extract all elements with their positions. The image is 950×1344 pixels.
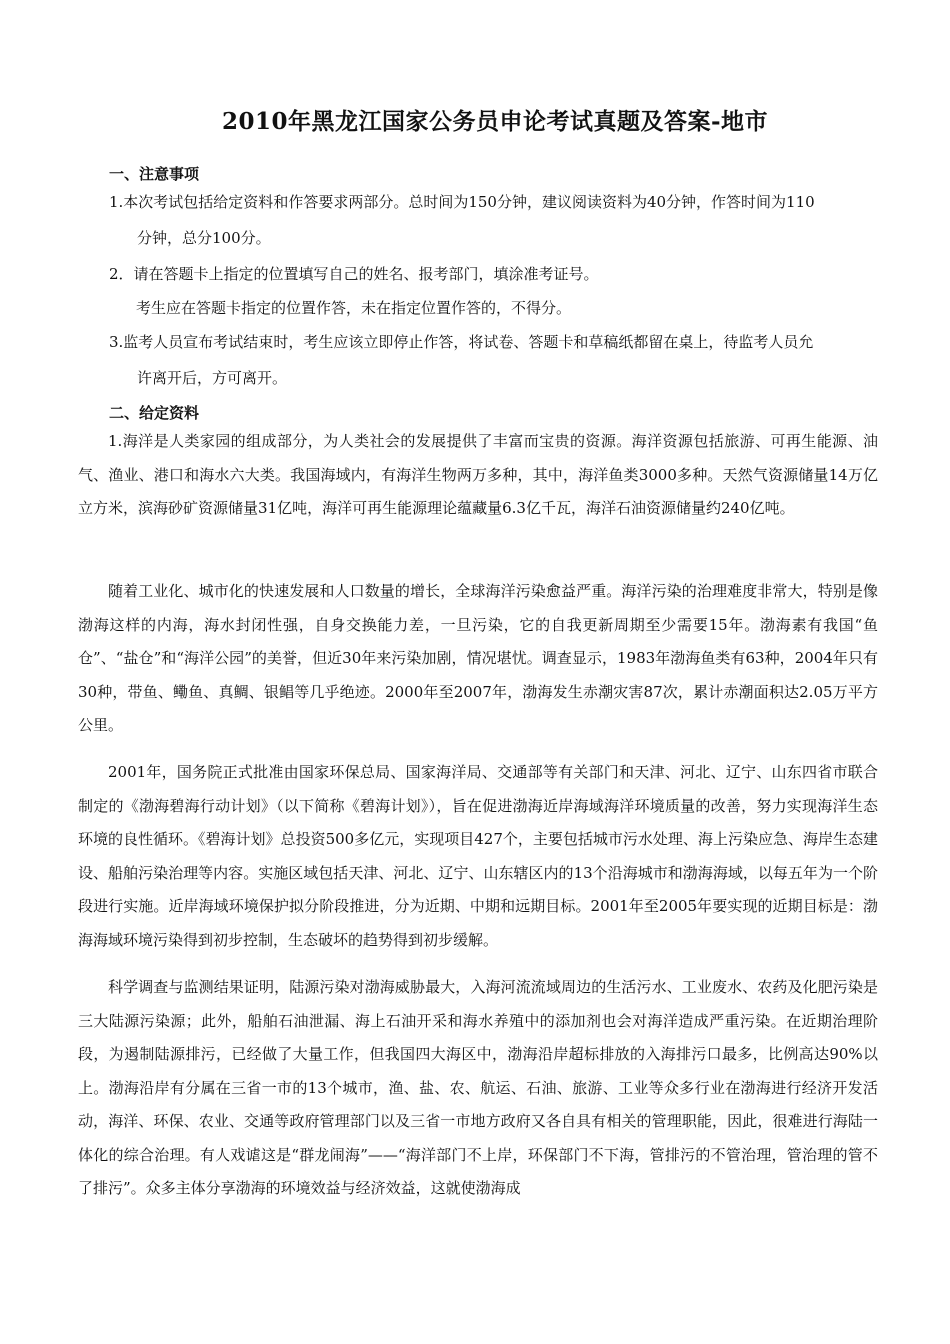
- note-item-3: [109, 324, 884, 396]
- note-item-2-continuation: 考生应在答题卡指定的位置作答，未在指定位置作答的，不得分。: [136, 299, 572, 317]
- material-paragraph: 1.海洋是人类家园的组成部分，为人类社会的发展提供了丰富而宝贵的资源。海洋资源包括旅游、可再生能源、油气、渔业、港口和海水六大类。我国海域内，有海洋生物两万多种，其中，海洋鱼类3000多种。天然气资源储量14万亿立方米，滨海砂矿资源储量31亿吨，海洋可再生能源理论蕴藏量6.3亿千瓦，海洋石油资源储量约240亿吨。: [78, 432, 878, 517]
- material-paragraph: 随着工业化、城市化的快速发展和人口数量的增长，全球海洋污染愈益严重。海洋污染的治理难度非常大，特别是像渤海这样的内海，海水封闭性强，自身交换能力差，一旦污染，它的自我更新周期至少需要15年。渤海素有我国“鱼仓”、“盐仓”和“海洋公园”的美誉，但近30年来污染加剧，情况堪忧。调查显示，1983年渤海鱼类有63种，2004年只有30种，带鱼、鳓鱼、真鲷、银鲳等几乎绝迹。2000年至2007年，渤海发生赤潮灾害87次，累计赤潮面积达2.05万平方公里。: [78, 582, 878, 734]
- note-item-1-line-2: 分钟，总分100分。: [137, 229, 271, 247]
- section-heading-materials: 二、给定资料: [109, 404, 200, 422]
- note-item-3-line-1: 3.监考人员宣布考试结束时，考生应该立即停止作答，将试卷、答题卡和草稿纸都留在桌上，待监考人员允: [109, 333, 814, 351]
- document-title: 2010年黑龙江国家公务员申论考试真题及答案-地市: [221, 108, 769, 135]
- note-item-2: 2．请在答题卡上指定的位置填写自己的姓名、报考部门，填涂准考证号。: [109, 265, 599, 283]
- material-paragraph: 2001年，国务院正式批准由国家环保总局、国家海洋局、交通部等有关部门和天津、河北、辽宁、山东四省市联合制定的《渤海碧海行动计划》（以下简称《碧海计划》），旨在促进渤海近岸海域海洋环境质量的改善，努力实现海洋生态环境的良性循环。《碧海计划》总投资500多亿元，实现项目427个，主要包括城市污水处理、海上污染应急、海岸生态建设、船舶污染治理等内容。实施区域包括天津、河北、辽宁、山东辖区内的13个沿海城市和渤海海域，以每五年为一个阶段进行实施。近岸海域环境保护拟分阶段推进，分为近期、中期和远期目标。2001年至2005年要实现的近期目标是：渤海海域环境污染得到初步控制，生态破坏的趋势得到初步缓解。: [78, 763, 878, 949]
- note-item-1: [109, 184, 884, 256]
- note-item-3-line-2: 许离开后，方可离开。: [137, 369, 288, 387]
- note-item-1-line-1: 1.本次考试包括给定资料和作答要求两部分。总时间为150分钟，建议阅读资料为40分钟，作答时间为110: [109, 193, 815, 211]
- section-heading-notes: 一、注意事项: [109, 165, 200, 183]
- material-paragraph: 科学调查与监测结果证明，陆源污染对渤海威胁最大，入海河流流域周边的生活污水、工业废水、农药及化肥污染是三大陆源污染源；此外，船舶石油泄漏、海上石油开采和海水养殖中的添加剂也会对海洋造成严重污染。在近期治理阶段，为遏制陆源排污，已经做了大量工作，但我国四大海区中，渤海沿岸超标排放的入海排污口最多，比例高达90%以上。渤海沿岸有分属在三省一市的13个城市，渔、盐、农、航运、石油、旅游、工业等众多行业在渤海进行经济开发活动，海洋、环保、农业、交通等政府管理部门以及三省一市地方政府又各自具有相关的管理职能，因此，很难进行海陆一体化的综合治理。有人戏谑这是“群龙闹海”——“海洋部门不上岸，环保部门不下海，管排污的不管治理，管治理的管不了排污”。众多主体分享渤海的环境效益与经济效益，这就使渤海成: [78, 978, 878, 1197]
